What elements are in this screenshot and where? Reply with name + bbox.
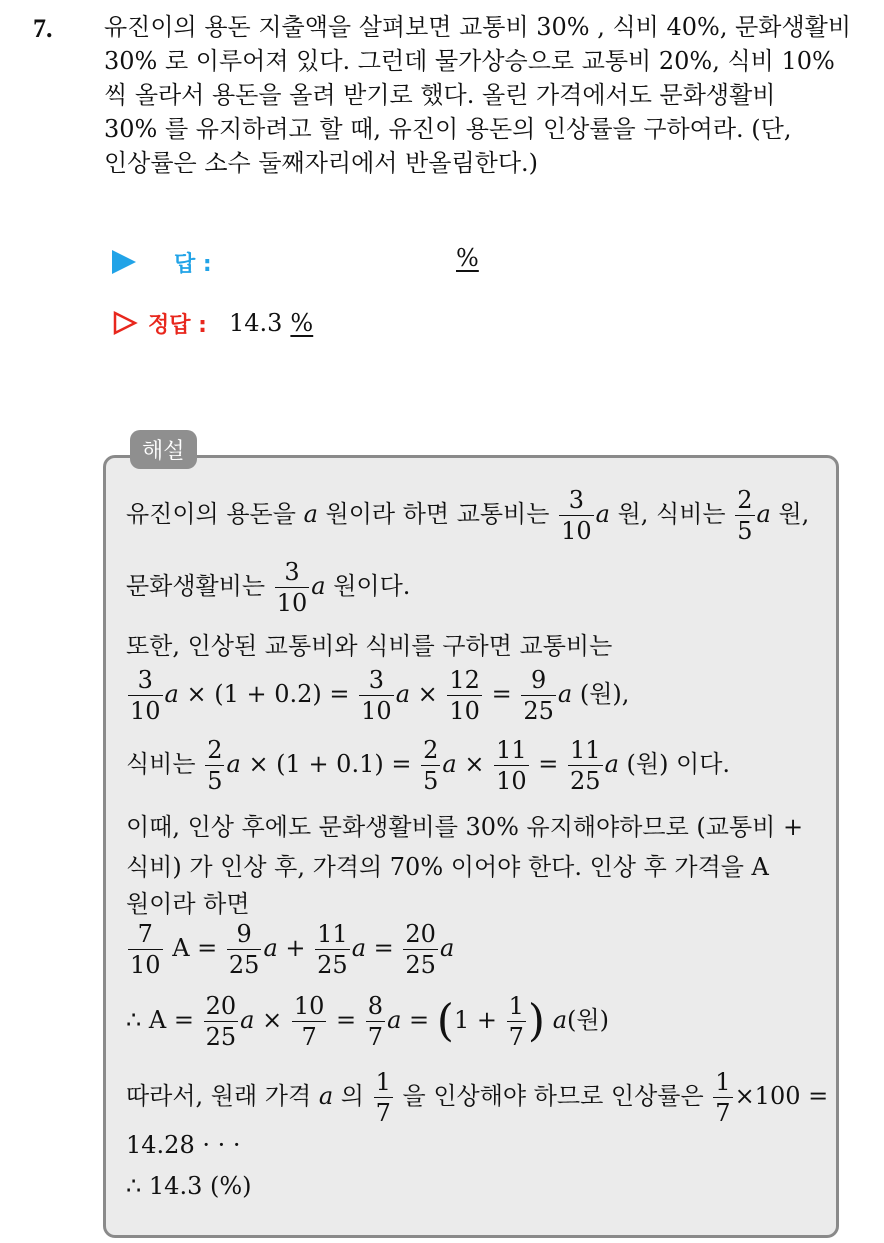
- fraction: $\frac{9}{25}$: [523, 666, 554, 725]
- fraction: $\frac{3}{10}$: [276, 558, 308, 617]
- text: 원이다.: [333, 572, 411, 600]
- text: 또한, 인상된 교통비와 식비를 구하면 교통비는: [126, 632, 613, 660]
- problem-line: 30% 로 이루어져 있다. 그런데 물가상승으로 교통비 20%, 식비 10%: [104, 47, 835, 75]
- fraction: $\frac{3}{10}$: [130, 666, 161, 725]
- var-a: a: [387, 1006, 402, 1034]
- question-number: 7.: [33, 14, 53, 43]
- fraction: $\frac{9}{25}$: [228, 920, 260, 979]
- fraction: $\frac{20}{25}$: [205, 992, 237, 1051]
- text: 14.28 · · ·: [126, 1131, 241, 1159]
- text: (원),: [579, 680, 630, 708]
- fraction: $\frac{2}{5}$: [737, 486, 753, 545]
- times: ×: [464, 750, 485, 778]
- text: 을 인상해야 하므로 인상률은: [402, 1082, 704, 1110]
- fraction: $\frac{1}{7}$: [715, 1068, 731, 1127]
- text: 문화생활비는: [126, 572, 266, 600]
- text: 유진이의 용돈을: [126, 500, 296, 528]
- text: ∴ 14.3 (%): [126, 1172, 252, 1200]
- text: 식비) 가 인상 후, 가격의 70% 이어야 한다. 인상 후 가격을 A: [126, 853, 769, 881]
- var-a: a: [240, 1006, 255, 1034]
- var-a: a: [164, 680, 179, 708]
- problem-line: 30% 를 유지하려고 할 때, 유진이 용돈의 인상률을 구하여라. (단,: [104, 115, 792, 143]
- fraction: $\frac{8}{7}$: [367, 992, 384, 1051]
- fraction: $\frac{7}{10}$: [130, 920, 161, 979]
- var-a: a: [311, 572, 326, 600]
- fraction: $\frac{11}{10}$: [496, 736, 527, 795]
- var-a: a: [439, 934, 455, 962]
- fraction: $\frac{3}{10}$: [561, 486, 592, 545]
- text: × (1 + 0.1) =: [248, 750, 412, 778]
- solution-equation: [126, 994, 609, 1049]
- fraction: $\frac{2}{5}$: [423, 736, 439, 795]
- var-a: a: [557, 680, 573, 708]
- answer-label: 답 :: [174, 251, 212, 277]
- solution-equation: [126, 738, 730, 793]
- solution-equation: [126, 922, 454, 977]
- fraction: $\frac{20}{25}$: [405, 920, 436, 979]
- solution-line: [126, 1131, 240, 1159]
- play-triangle-icon: [112, 250, 136, 274]
- var-a: a: [318, 1082, 334, 1110]
- text: 원이라 하면 교통비는: [325, 500, 550, 528]
- equals: =: [538, 750, 559, 778]
- correct-answer-unit: %: [290, 309, 314, 337]
- var-a: a: [604, 750, 619, 778]
- correct-answer-row: [112, 305, 313, 341]
- answer-input-unit[interactable]: %: [456, 244, 479, 272]
- fraction: $\frac{1}{7}$: [375, 1068, 391, 1127]
- text: × (1 + 0.2) =: [186, 680, 350, 708]
- fraction: $\frac{11}{25}$: [570, 736, 601, 795]
- equals: =: [336, 1006, 357, 1034]
- correct-answer-value: 14.3: [228, 309, 283, 337]
- text: 이때, 인상 후에도 문화생활비를 30% 유지해야하므로 (교통비 +: [126, 813, 804, 841]
- equals: =: [409, 1006, 430, 1034]
- text: 1 +: [453, 1006, 497, 1034]
- var-a: a: [442, 750, 457, 778]
- solution-line: [126, 807, 803, 842]
- text: (원) 이다.: [626, 750, 731, 778]
- var-a: a: [303, 500, 318, 528]
- var-a: a: [263, 934, 278, 962]
- text: ∴ A =: [126, 1006, 194, 1034]
- correct-answer-label: 정답 :: [148, 312, 207, 338]
- text: A =: [172, 934, 218, 962]
- text: 식비는: [126, 750, 196, 778]
- times: ×: [262, 1006, 283, 1034]
- answer-row: [112, 244, 512, 280]
- problem-text: [104, 10, 864, 180]
- text: 원, 식비는: [617, 500, 726, 528]
- equals: =: [491, 680, 512, 708]
- paren: (: [436, 995, 454, 1047]
- text: 의: [340, 1082, 364, 1110]
- outline-triangle-icon: [112, 310, 138, 336]
- text: ×: [417, 680, 438, 708]
- solution-tag: 해설: [130, 430, 197, 469]
- solution-line: [126, 884, 250, 919]
- fraction: $\frac{11}{25}$: [317, 920, 348, 979]
- problem-line: 유진이의 용돈 지출액을 살펴보면 교통비 30% , 식비 40%, 문화생활비: [104, 13, 852, 41]
- fraction: $\frac{3}{10}$: [361, 666, 392, 725]
- var-a: a: [351, 934, 367, 962]
- solution-line: [126, 626, 612, 661]
- solution-line: [126, 1172, 252, 1200]
- var-a: a: [395, 680, 411, 708]
- var-a: a: [226, 750, 241, 778]
- var-a: a: [756, 500, 771, 528]
- paren: ): [527, 995, 546, 1047]
- var-a: a: [552, 1006, 568, 1034]
- solution-equation: [126, 668, 629, 723]
- solution-line: [126, 488, 809, 543]
- text: 따라서, 원래 가격: [126, 1082, 312, 1110]
- fraction: $\frac{12}{10}$: [449, 666, 480, 725]
- text: (원): [567, 1006, 609, 1034]
- problem-line: 인상률은 소수 둘째자리에서 반올림한다.): [104, 149, 539, 177]
- text: 원,: [778, 500, 810, 528]
- fraction: $\frac{2}{5}$: [207, 736, 223, 795]
- problem-line: 씩 올라서 용돈을 올려 받기로 했다. 올린 가격에서도 문화생활비: [104, 81, 776, 109]
- solution-line: [126, 1070, 828, 1125]
- fraction: $\frac{1}{7}$: [508, 992, 524, 1051]
- fraction: $\frac{10}{7}$: [293, 992, 325, 1051]
- solution-line: [126, 560, 410, 615]
- text: ×100 =: [734, 1082, 829, 1110]
- solution-line: [126, 847, 769, 882]
- equals: =: [373, 934, 394, 962]
- text: 원이라 하면: [126, 890, 250, 918]
- var-a: a: [595, 500, 610, 528]
- plus: +: [285, 934, 306, 962]
